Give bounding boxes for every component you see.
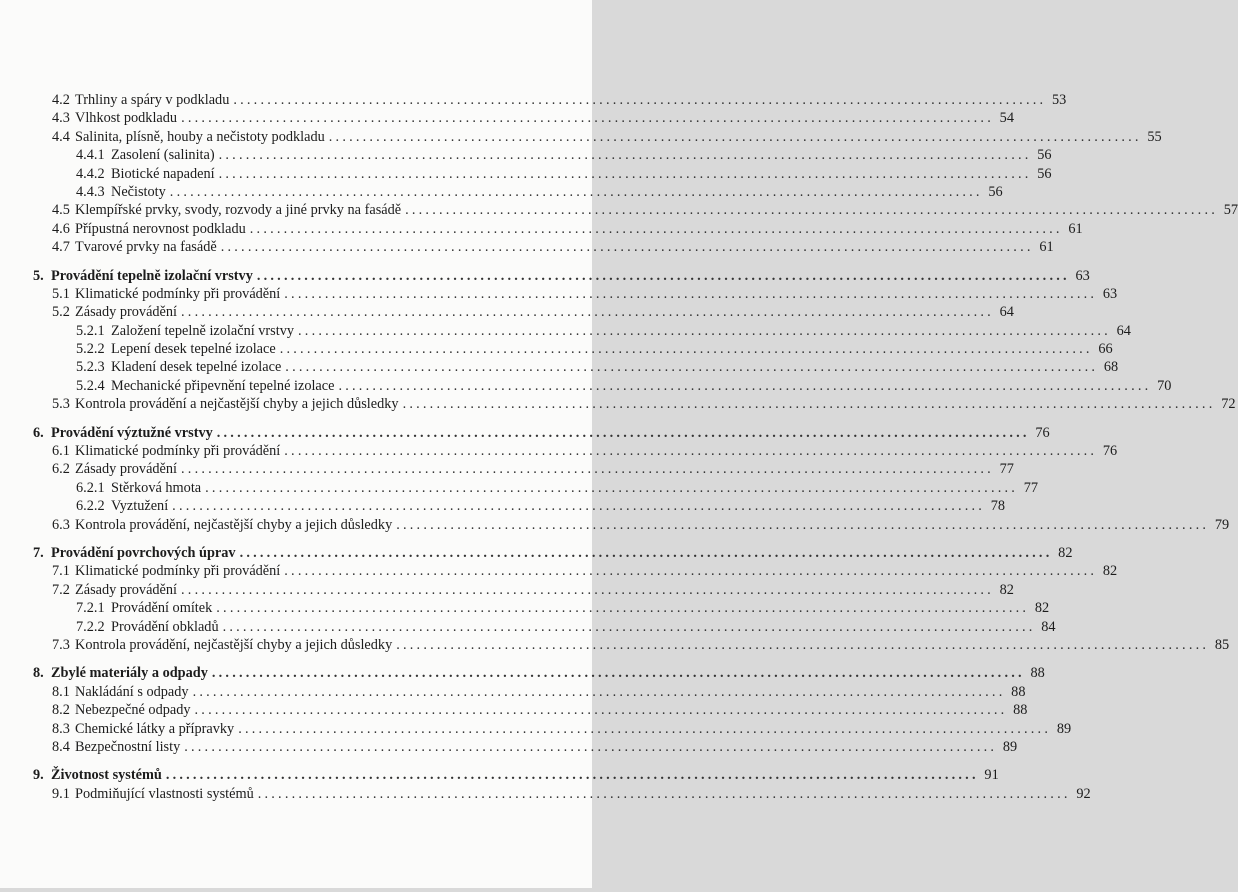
entry-text: Nakládání s odpady: [75, 683, 189, 700]
page-number: 82: [1102, 563, 1118, 580]
entry-number: 4.7: [52, 239, 70, 256]
entry-title: [52, 785, 258, 803]
entry-title: [52, 201, 405, 219]
entry-number: 5.3: [52, 396, 70, 413]
dot-leader: ........................................................................................................................: [396, 636, 1210, 653]
entry-number: 4.2: [52, 92, 70, 108]
entry-text: Provádění obkladů: [111, 618, 219, 635]
toc-entry: [0, 460, 1014, 478]
dot-leader: ........................................................................................................................: [285, 359, 1099, 376]
page-number: 82: [999, 581, 1014, 598]
entry-title: [52, 395, 403, 413]
page-number: 55: [1147, 128, 1162, 145]
dot-leader: ........................................................................................................................: [256, 267, 1070, 284]
entry-title: [52, 738, 184, 756]
page-number: 88: [1011, 683, 1026, 700]
dot-leader: ........................................................................................................................: [172, 498, 986, 515]
page-number: 91: [984, 767, 999, 784]
dot-leader: ........................................................................................................................: [218, 165, 1032, 182]
entry-number: 6.2.2: [76, 498, 105, 515]
toc-entry: [0, 581, 1014, 599]
page-number: 77: [1023, 479, 1039, 496]
entry-title: [52, 720, 238, 738]
entry-title: [76, 322, 298, 340]
entry-title: [52, 303, 181, 321]
dot-leader: ........................................................................................................................: [192, 683, 1006, 700]
toc-entry: [0, 358, 1119, 376]
dot-leader: ........................................................................................................................: [211, 665, 1025, 682]
dot-leader: ........................................................................................................................: [205, 479, 1019, 496]
entry-title: [76, 358, 285, 376]
page-number: 88: [1013, 702, 1028, 719]
entry-title: [52, 516, 396, 534]
entry-number: 4.4.1: [76, 147, 105, 164]
dot-leader: ........................................................................................................................: [396, 516, 1210, 533]
toc-entry: [0, 285, 1118, 303]
page-number: 61: [1068, 220, 1083, 237]
page-number: 77: [999, 461, 1014, 478]
entry-text: Klimatické podmínky při provádění: [75, 563, 281, 580]
entry-number: 8.: [33, 665, 44, 682]
toc-entry: [0, 497, 1006, 515]
entry-title: [52, 91, 233, 109]
entry-text: Zasolení (salinita): [111, 147, 215, 164]
page-number: 64: [999, 304, 1014, 321]
toc-entry: [0, 701, 1028, 719]
dot-leader: ........................................................................................................................: [169, 183, 983, 200]
entry-number: 6.: [33, 424, 44, 441]
dot-leader: ........................................................................................................................: [220, 239, 1034, 256]
toc-chapter-entry: [0, 766, 999, 784]
dot-leader: ........................................................................................................................: [405, 202, 1218, 219]
toc-entry: [0, 683, 1026, 701]
dot-leader: ........................................................................................................................: [257, 785, 1071, 802]
entry-number: 8.1: [52, 683, 70, 700]
entry-number: 6.3: [52, 516, 70, 533]
dot-leader: ........................................................................................................................: [298, 322, 1111, 339]
page-number: 56: [988, 183, 1003, 200]
entry-text: Kladení desek tepelné izolace: [111, 359, 282, 376]
dot-leader: ........................................................................................................................: [284, 563, 1098, 580]
page-number: 53: [1051, 92, 1067, 108]
toc-entry: [0, 303, 1014, 321]
toc-entry: [0, 340, 1113, 358]
toc-entry: [0, 618, 1056, 636]
entry-text: Podmiňující vlastnosti systémů: [75, 785, 254, 802]
entry-title: [52, 285, 284, 303]
page-number: 82: [1034, 600, 1050, 617]
dot-leader: ........................................................................................................................: [218, 147, 1032, 164]
page-number: 56: [1037, 165, 1052, 182]
entry-number: 4.6: [52, 220, 70, 237]
entry-title: [76, 146, 219, 164]
toc-entry: [0, 377, 1172, 395]
toc-entry: [0, 220, 1083, 238]
table-of-contents: [0, 91, 1238, 803]
dot-leader: ........................................................................................................................: [328, 128, 1142, 145]
entry-text: Klempířské prvky, svody, rozvody a jiné prvky na fasádě: [75, 202, 402, 219]
entry-number: 8.3: [52, 720, 70, 737]
dot-leader: ........................................................................................................................: [181, 304, 994, 321]
page-number: 76: [1035, 424, 1050, 441]
entry-number: 5.2.4: [76, 377, 105, 394]
dot-leader: ........................................................................................................................: [284, 285, 1098, 302]
entry-title: [52, 636, 396, 654]
entry-number: 4.5: [52, 202, 70, 219]
page-number: 64: [1116, 322, 1131, 339]
page-number: 70: [1157, 377, 1172, 394]
entry-title: [76, 618, 223, 636]
entry-title: [76, 165, 219, 183]
page-number: 89: [1002, 738, 1018, 755]
page-number: 78: [990, 498, 1006, 515]
page-number: 63: [1075, 267, 1090, 284]
entry-title: [52, 128, 329, 146]
toc-chapter-entry: [0, 424, 1050, 442]
entry-title: [52, 562, 284, 580]
page-number: 54: [999, 110, 1014, 127]
entry-text: Tvarové prvky na fasádě: [75, 239, 217, 256]
toc-entry: [0, 599, 1050, 617]
entry-title: [33, 267, 257, 285]
page-number: 92: [1076, 785, 1091, 802]
dot-leader: ........................................................................................................................: [216, 424, 1030, 441]
page-number: 68: [1103, 359, 1119, 376]
entry-title: [33, 424, 217, 442]
entry-text: Kontrola provádění a nejčastější chyby a jejich důsledky: [75, 396, 399, 413]
entry-title: [33, 664, 212, 682]
entry-title: [76, 479, 205, 497]
page-number: 76: [1102, 443, 1118, 460]
entry-title: [76, 497, 172, 515]
page-number: 61: [1039, 239, 1054, 256]
entry-text: Založení tepelně izolační vrstvy: [111, 322, 295, 339]
page-number: 57: [1223, 202, 1238, 219]
entry-text: Životnost systémů: [51, 767, 162, 784]
entry-title: [52, 238, 221, 256]
entry-text: Zásady provádění: [75, 581, 178, 598]
entry-number: 4.3: [52, 110, 70, 127]
toc-entry: [0, 479, 1039, 497]
entry-number: 8.4: [52, 738, 70, 755]
toc-entry: [0, 128, 1162, 146]
entry-number: 7.3: [52, 636, 70, 653]
toc-entry: [0, 738, 1018, 756]
dot-leader: ........................................................................................................................: [239, 544, 1053, 561]
entry-number: 6.2.1: [76, 479, 105, 496]
toc-chapter-entry: [0, 664, 1045, 682]
page-number: 79: [1214, 516, 1230, 533]
toc-entry: [0, 201, 1238, 219]
page-number: 56: [1037, 147, 1052, 164]
dot-leader: ........................................................................................................................: [338, 377, 1152, 394]
entry-text: Lepení desek tepelné izolace: [111, 341, 276, 358]
entry-title: [52, 220, 250, 238]
dot-leader: ........................................................................................................................: [184, 738, 998, 755]
page-number: 66: [1098, 341, 1113, 358]
toc-chapter-entry: [0, 544, 1073, 562]
entry-title: [33, 544, 240, 562]
entry-text: Zásady provádění: [75, 461, 178, 478]
toc-entry: [0, 109, 1014, 127]
entry-number: 7.2.2: [76, 618, 105, 635]
entry-text: Nečistoty: [111, 183, 166, 200]
entry-text: Salinita, plísně, houby a nečistoty podkladu: [75, 128, 325, 145]
entry-number: 8.2: [52, 702, 70, 719]
entry-number: 7.: [33, 544, 44, 561]
toc-entry: [0, 395, 1236, 413]
entry-number: 7.2: [52, 581, 70, 598]
page-number: 63: [1102, 285, 1118, 302]
entry-text: Nebezpečné odpady: [75, 702, 191, 719]
entry-text: Kontrola provádění, nejčastější chyby a jejich důsledky: [75, 636, 393, 653]
dot-leader: ........................................................................................................................: [249, 220, 1063, 237]
entry-text: Zásady provádění: [75, 304, 178, 321]
dot-leader: ........................................................................................................................: [194, 702, 1008, 719]
entry-number: 4.4.2: [76, 165, 105, 182]
toc-entry: [0, 183, 1003, 201]
entry-title: [76, 377, 338, 395]
toc-entry: [0, 516, 1230, 534]
page-number: 85: [1214, 636, 1230, 653]
dot-leader: ........................................................................................................................: [181, 581, 994, 598]
dot-leader: ........................................................................................................................: [222, 618, 1036, 635]
toc-entry: [0, 562, 1118, 580]
page-number: 89: [1056, 720, 1072, 737]
toc-entry: [0, 720, 1072, 738]
entry-text: Stěrková hmota: [111, 479, 202, 496]
entry-number: 6.2: [52, 461, 70, 478]
entry-number: 4.4.3: [76, 183, 105, 200]
dot-leader: ........................................................................................................................: [181, 110, 994, 127]
dot-leader: ........................................................................................................................: [216, 600, 1030, 617]
toc-chapter-entry: [0, 267, 1090, 285]
entry-title: [52, 442, 284, 460]
entry-text: Přípustná nerovnost podkladu: [75, 220, 246, 237]
entry-text: Klimatické podmínky při provádění: [75, 443, 281, 460]
entry-text: Mechanické připevnění tepelné izolace: [111, 377, 335, 394]
entry-title: [52, 701, 195, 719]
entry-number: 6.1: [52, 443, 70, 460]
page-number: 72: [1221, 396, 1236, 413]
entry-number: 4.4: [52, 128, 70, 145]
entry-title: [76, 340, 280, 358]
entry-number: 5.: [33, 267, 44, 284]
entry-number: 5.2.3: [76, 359, 105, 376]
entry-title: [52, 581, 181, 599]
entry-title: [76, 599, 216, 617]
page-number: 88: [1030, 665, 1045, 682]
entry-text: Chemické látky a přípravky: [75, 720, 235, 737]
entry-number: 5.1: [52, 285, 70, 302]
entry-text: Kontrola provádění, nejčastější chyby a jejich důsledky: [75, 516, 393, 533]
entry-text: Bezpečnostní listy: [75, 738, 181, 755]
dot-leader: ........................................................................................................................: [284, 443, 1098, 460]
toc-entry: [0, 146, 1052, 164]
entry-text: Vyztužení: [111, 498, 169, 515]
entry-number: 9.1: [52, 785, 70, 802]
dot-leader: ........................................................................................................................: [165, 767, 979, 784]
dot-leader: ........................................................................................................................: [233, 92, 1047, 108]
entry-text: Provádění omítek: [111, 600, 213, 617]
toc-entry: [0, 165, 1052, 183]
dot-leader: ........................................................................................................................: [402, 396, 1216, 413]
entry-text: Zbylé materiály a odpady: [51, 665, 208, 682]
entry-title: [33, 766, 166, 784]
entry-number: 7.1: [52, 563, 70, 580]
entry-title: [52, 683, 193, 701]
page-number: 84: [1041, 618, 1056, 635]
dot-leader: ........................................................................................................................: [238, 720, 1052, 737]
toc-entry: [0, 238, 1054, 256]
entry-text: Trhliny a spáry v podkladu: [75, 92, 230, 108]
page-number: 82: [1058, 544, 1073, 561]
entry-title: [52, 460, 181, 478]
entry-number: 5.2.2: [76, 341, 105, 358]
toc-entry: [0, 91, 1067, 109]
dot-leader: ........................................................................................................................: [279, 341, 1093, 358]
dot-leader: ........................................................................................................................: [181, 461, 994, 478]
entry-number: 9.: [33, 767, 44, 784]
entry-number: 5.2.1: [76, 322, 105, 339]
entry-number: 7.2.1: [76, 600, 105, 617]
entry-text: Biotické napadení: [111, 165, 215, 182]
entry-number: 5.2: [52, 304, 70, 321]
entry-text: Provádění tepelně izolační vrstvy: [51, 267, 253, 284]
entry-text: Vlhkost podkladu: [75, 110, 178, 127]
entry-title: [76, 183, 170, 201]
entry-text: Provádění výztužné vrstvy: [51, 424, 213, 441]
entry-text: Klimatické podmínky při provádění: [75, 285, 281, 302]
toc-entry: [0, 785, 1091, 803]
toc-entry: [0, 442, 1118, 460]
entry-text: Provádění povrchových úprav: [51, 544, 236, 561]
toc-entry: [0, 322, 1131, 340]
toc-entry: [0, 636, 1230, 654]
entry-title: [52, 109, 181, 127]
